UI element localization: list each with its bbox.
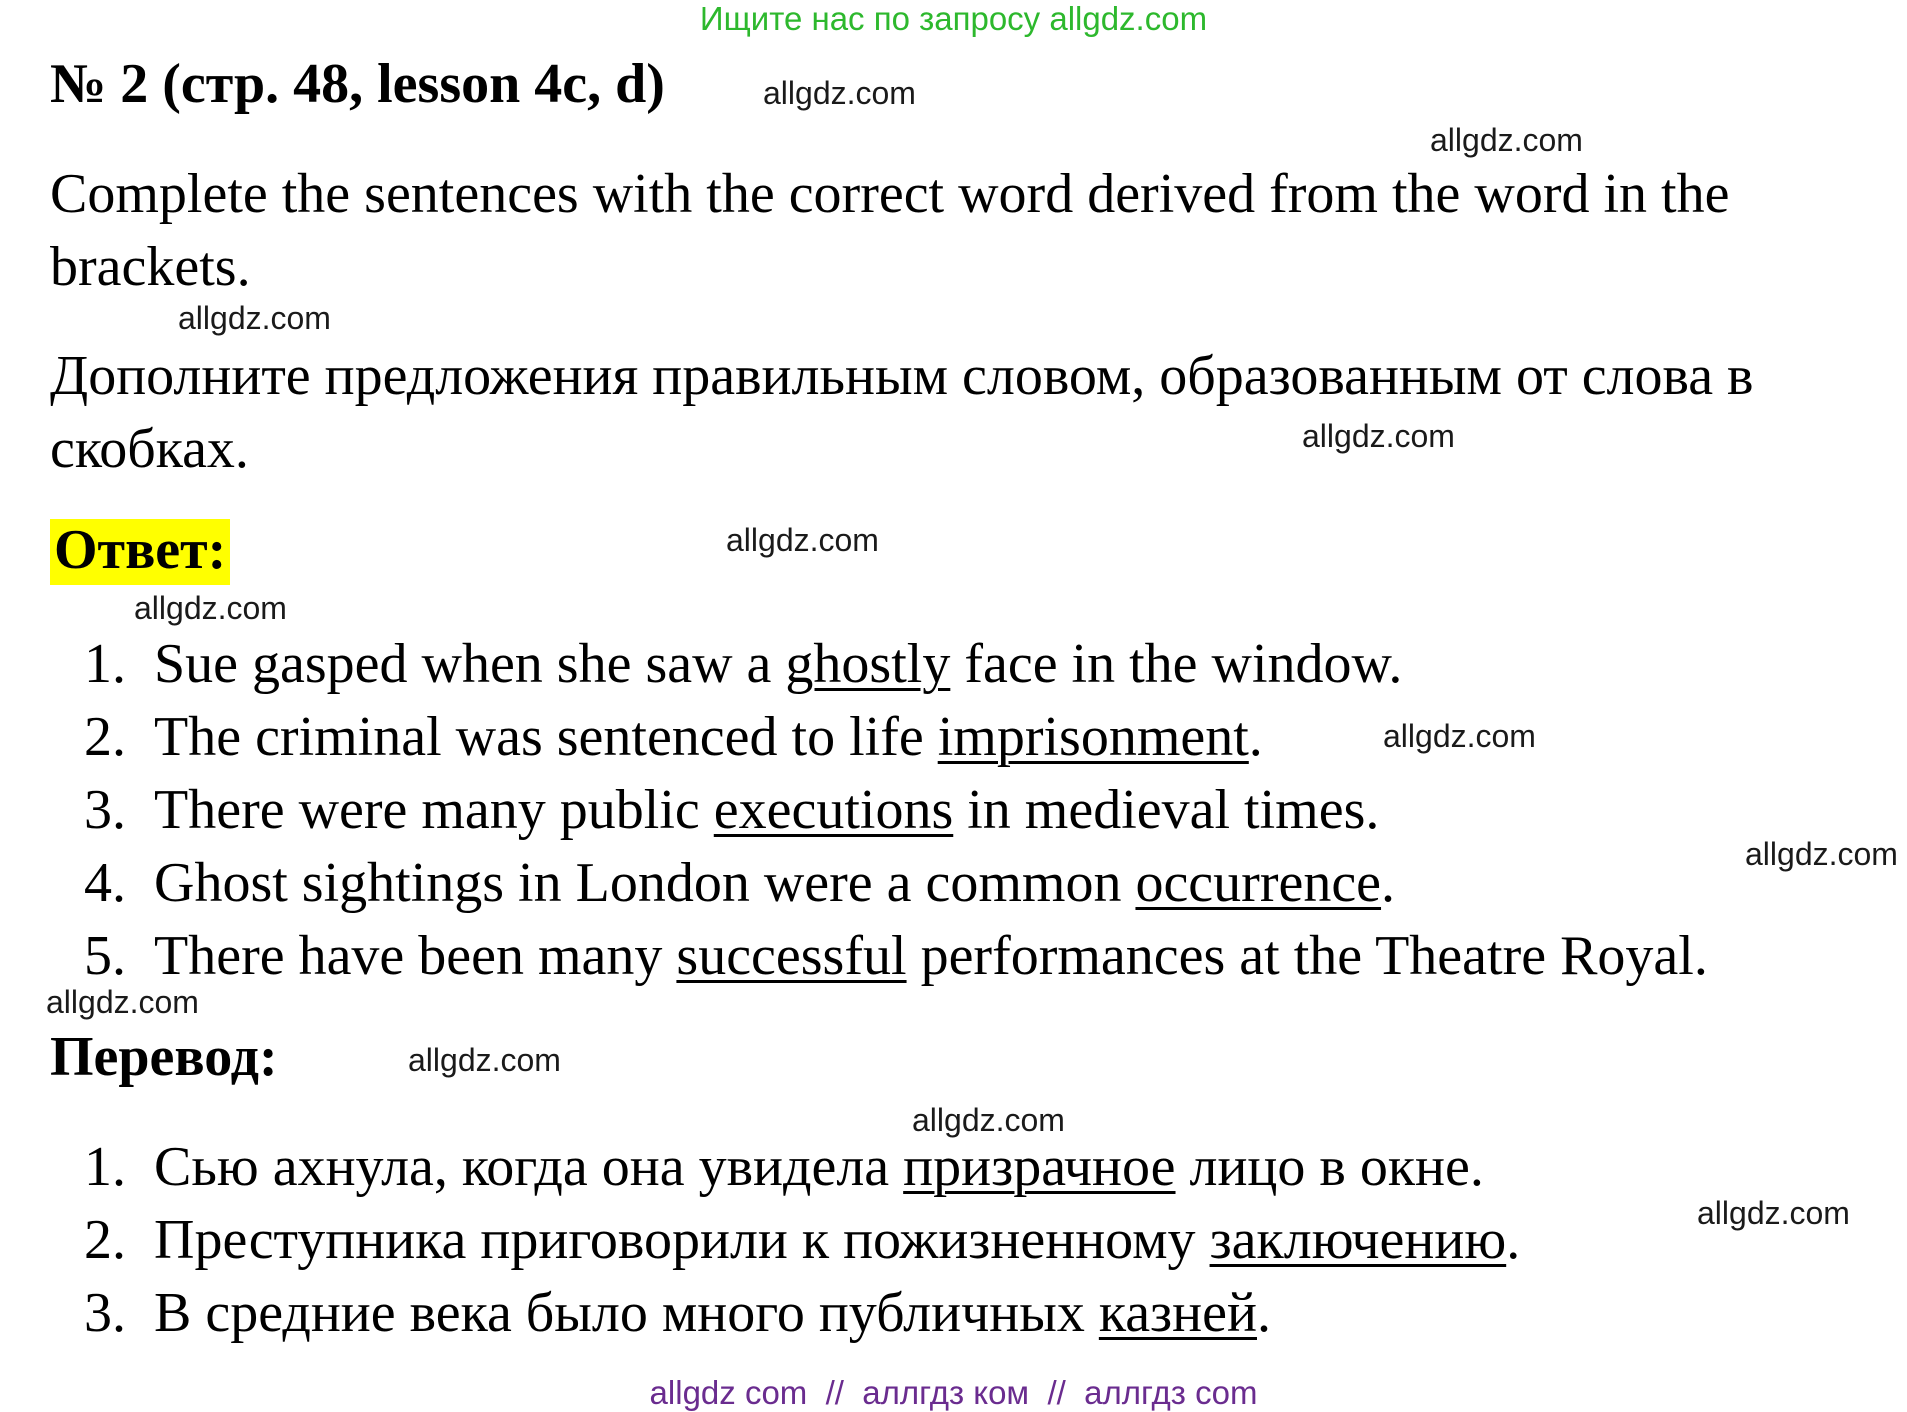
- item-text: Сью ахнула, когда она увидела: [154, 1136, 904, 1198]
- item-text: Преступника приговорили к пожизненному: [154, 1209, 1210, 1271]
- item-text: лицо в окне.: [1175, 1136, 1484, 1198]
- item-text: There were many public: [154, 779, 714, 841]
- watermark: allgdz.com: [1302, 418, 1455, 454]
- answer-word: призрачное: [903, 1136, 1176, 1198]
- list-item: [50, 1204, 1520, 1277]
- answer-word: заключению: [1209, 1209, 1507, 1271]
- translation-label: Перевод:: [50, 1026, 278, 1088]
- answer-word: executions: [713, 779, 954, 841]
- answer-word: occurrence: [1135, 852, 1382, 914]
- watermark: allgdz.com: [408, 1042, 561, 1078]
- list-item: [50, 628, 1708, 701]
- list-item: [50, 1277, 1520, 1350]
- item-text: in medieval times.: [953, 779, 1380, 841]
- page-title: № 2 (стр. 48, lesson 4c, d): [50, 53, 665, 115]
- item-number: 2.: [84, 1209, 126, 1271]
- list-item: [50, 774, 1708, 847]
- item-text: .: [1506, 1209, 1521, 1271]
- watermark: allgdz.com: [178, 300, 331, 336]
- item-number: 3.: [84, 779, 126, 841]
- item-text: .: [1248, 706, 1263, 768]
- item-number: 3.: [84, 1282, 126, 1344]
- item-number: 5.: [84, 925, 126, 987]
- answer-word: казней: [1098, 1282, 1257, 1344]
- task-russian: Дополните предложения правильным словом, образованным от слова в скобках.: [50, 345, 1754, 480]
- watermark: allgdz.com: [912, 1102, 1065, 1138]
- watermark: allgdz.com: [1745, 836, 1898, 872]
- watermark: allgdz.com: [1383, 718, 1536, 754]
- search-banner: Ищите нас по запросу allgdz.com: [699, 0, 1208, 37]
- item-text: Ghost sightings in London were a common: [154, 852, 1136, 914]
- watermark: allgdz.com: [134, 590, 287, 626]
- watermark: allgdz.com: [1697, 1195, 1850, 1231]
- watermark: allgdz.com: [46, 984, 199, 1020]
- item-number: 4.: [84, 852, 126, 914]
- list-item: [50, 1131, 1520, 1204]
- item-text: .: [1256, 1282, 1271, 1344]
- watermark: allgdz.com: [1430, 122, 1583, 158]
- footer-links: allgdz com // аллгдз ком // аллгдз com: [649, 1374, 1258, 1411]
- list-item: [50, 920, 1708, 993]
- item-text: The criminal was sentenced to life: [154, 706, 938, 768]
- answer-word: successful: [676, 925, 907, 987]
- answer-label: [50, 518, 230, 582]
- translations-list: [50, 1131, 1520, 1350]
- item-text: There have been many: [154, 925, 677, 987]
- watermark: allgdz.com: [763, 75, 916, 111]
- item-number: 2.: [84, 706, 126, 768]
- item-text: face in the window.: [950, 633, 1403, 695]
- item-text: Sue gasped when she saw a: [154, 633, 786, 695]
- item-number: 1.: [84, 633, 126, 695]
- answer-word: imprisonment: [937, 706, 1249, 768]
- watermark: allgdz.com: [726, 522, 879, 558]
- list-item: [50, 847, 1708, 920]
- item-text: В средние века было много публичных: [154, 1282, 1099, 1344]
- answer-label-highlight: Ответ:: [50, 519, 230, 585]
- answers-list: [50, 628, 1708, 993]
- item-number: 1.: [84, 1136, 126, 1198]
- task-english: Complete the sentences with the correct word derived from the word in the brackets.: [50, 163, 1730, 298]
- item-text: performances at the Theatre Royal.: [906, 925, 1708, 987]
- answer-word: ghostly: [785, 633, 951, 695]
- item-text: .: [1381, 852, 1396, 914]
